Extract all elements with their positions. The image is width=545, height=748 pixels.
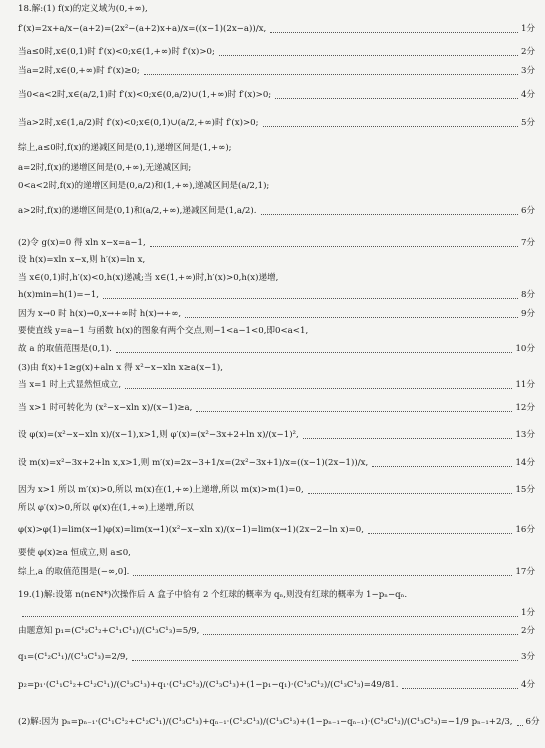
answer-line-text: 因为 x→0 时 h(x)→0,x→+∞时 h(x)→+∞, [18,309,182,319]
leader-dots [22,616,518,617]
answer-line-text: a>2时,f(x)的递增区间是(0,1)和(a/2,+∞),递减区间是(1,a/2). [18,206,257,216]
score-mark: 8分 [520,290,535,300]
answer-line-text: q₁=(C¹₂C¹₁)/(C¹₃C¹₃)=2/9, [18,652,129,662]
answer-line-text: 设 h(x)=xln x−x,则 h′(x)=ln x, [18,255,146,265]
score-mark: 4分 [520,90,535,100]
answer-line-text: h(x)min=h(1)=−1, [18,290,100,300]
leader-dots [517,725,523,726]
answer-line-text: a=2时,f(x)的递增区间是(0,+∞),无递减区间; [18,163,192,173]
score-mark: 12分 [515,403,535,413]
answer-line [18,344,535,355]
answer-line-text: 所以 φ′(x)>0,所以 φ(x)在(1,+∞)上递增,所以 [18,503,194,513]
answer-line [18,430,535,441]
score-mark: 6分 [520,206,535,216]
score-mark: 13分 [515,430,535,440]
answer-line-text: 要使 φ(x)≥a 恒成立,则 a≤0, [18,548,131,558]
answer-line [18,503,535,514]
score-mark: 17分 [515,567,535,577]
answer-line-text: 因为 x>1 所以 m′(x)>0,所以 m(x)在(1,+∞)上递增,所以 m(x)>m(1)=0, [18,485,304,495]
score-mark: 1分 [520,24,535,34]
answer-line [18,485,535,496]
answer-line-text: f′(x)=2x+a/x−(a+2)=(2x²−(a+2)x+a)/x=((x−1)(2x−a))/x, [18,24,267,34]
answer-line-text: 要使直线 y=a−1 与函数 h(x)的图象有两个交点,则−1<a−1<0,即0<a<1, [18,326,309,336]
answer-line [18,163,535,174]
leader-dots [219,55,518,56]
answer-line-text: (2)解:因为 pₙ=pₙ₋₁·(C¹₁C¹₂+C¹₂C¹₁)/(C¹₃C¹₃)+qₙ₋₁·(C¹₂C¹₃)/(C¹₃C¹₃)+(1−pₙ₋₁−qₙ₋₁)·(C¹₃C¹₂)/(C¹₃C¹₃)=−1/9 pₙ₋₁+2/3, [18,717,513,727]
leader-dots [125,388,512,389]
answer-line-text: 19.(1)解:设第 n(n∈N*)次操作后 A 盒子中恰有 2 个红球的概率为 qₙ,则没有红球的概率为 1−pₙ−qₙ. [18,590,408,600]
score-mark: 3分 [520,652,535,662]
answer-line [18,380,535,391]
score-mark: 1分 [520,608,535,618]
score-mark: 10分 [515,344,535,354]
score-mark: 4分 [520,680,535,690]
answer-line [18,181,535,192]
score-mark: 15分 [515,485,535,495]
leader-dots [116,352,513,353]
answer-line-text: 设 m(x)=x²−3x+2+ln x,x>1,则 m′(x)=2x−3+1/x=(2x²−3x+1)/x=((x−1)(2x−1))/x, [18,458,369,468]
score-mark: 6分 [525,717,540,727]
answer-line-text: 设 φ(x)=(x²−x−xln x)/(x−1),x>1,则 φ′(x)=(x²−3x+2+ln x)/(x−1)², [18,430,299,440]
answer-line [18,66,535,77]
answer-line [18,590,535,601]
leader-dots [150,246,518,247]
answer-line [18,273,535,284]
score-mark: 3分 [520,66,535,76]
answer-line-text: 当a>2时,x∈(1,a/2)时 f′(x)<0;x∈(0,1)∪(a/2,+∞)时 f′(x)>0; [18,118,259,128]
answer-line [18,4,535,15]
leader-dots [144,74,518,75]
answer-line-text: p₂=p₁·(C¹₁C¹₂+C¹₂C¹₁)/(C¹₃C¹₃)+q₁·(C¹₂C¹₃)/(C¹₃C¹₃)+(1−p₁−q₁)·(C¹₃C¹₂)/(C¹₃C¹₃)=49/81. [18,680,399,690]
answer-line [18,652,535,663]
leader-dots [372,466,512,467]
answer-line [18,309,535,320]
answer-line [18,403,535,414]
answer-line-text: 当 x=1 时上式显然恒成立, [18,380,122,390]
answer-line [18,626,535,637]
score-mark: 14分 [515,458,535,468]
leader-dots [103,298,518,299]
leader-dots [402,688,518,689]
answer-line [18,255,535,266]
leader-dots [261,214,518,215]
score-mark: 16分 [515,525,535,535]
answer-line-text: φ(x)>φ(1)=lim(x→1)φ(x)=lim(x→1)(x²−x−xln x)/(x−1)=lim(x→1)(2x−2−ln x)=0, [18,525,364,535]
answer-line [18,118,535,129]
answer-line [18,290,535,301]
answer-line-text: 当 x∈(0,1)时,h′(x)<0,h(x)递减;当 x∈(1,+∞)时,h′(x)>0,h(x)递增, [18,273,279,283]
leader-dots [275,98,518,99]
answer-line [18,47,535,58]
score-mark: 2分 [520,47,535,57]
answer-line-text: 综上,a 的取值范围是(−∞,0]. [18,567,130,577]
leader-dots [196,411,512,412]
score-mark: 11分 [515,380,535,390]
leader-dots [270,32,518,33]
leader-dots [203,634,518,635]
answer-line [18,567,535,578]
answer-line [18,458,535,469]
answer-line-text: (3)由 f(x)+1≥g(x)+aln x 得 x²−x−xln x≥a(x−1), [18,363,223,373]
answer-line-text: 综上,a≤0时,f(x)的递减区间是(0,1),递增区间是(1,+∞); [18,143,232,153]
answer-line-text: 0<a<2时,f(x)的递增区间是(0,a/2)和(1,+∞),递减区间是(a/2,1); [18,181,270,191]
score-mark: 7分 [520,238,535,248]
answer-line [18,238,535,249]
answer-line [18,326,535,337]
answer-line [18,717,540,728]
answer-line-text: 当0<a<2时,x∈(a/2,1)时 f′(x)<0;x∈(0,a/2)∪(1,+∞)时 f′(x)>0; [18,90,272,100]
answer-line-text: 当a≤0时,x∈(0,1)时 f′(x)<0;x∈(1,+∞)时 f′(x)>0; [18,47,215,57]
answer-line-text: 当a=2时,x∈(0,+∞)时 f′(x)≥0; [18,66,140,76]
score-mark: 5分 [520,118,535,128]
leader-dots [263,126,518,127]
leader-dots [308,493,513,494]
answer-line [18,90,535,101]
answer-line-text: 故 a 的取值范围是(0,1). [18,344,112,354]
answer-line [18,363,535,374]
leader-dots [303,438,513,439]
answer-line [18,206,535,217]
answer-line-text: 由题意知 p₁=(C¹₂C¹₂+C¹₁C¹₁)/(C¹₃C¹₃)=5/9, [18,626,200,636]
leader-dots [132,660,518,661]
answer-line-text: 18.解:(1) f(x)的定义域为(0,+∞), [18,4,148,14]
answer-line-text: (2)令 g(x)=0 得 xln x−x=a−1, [18,238,146,248]
leader-dots [133,575,512,576]
answer-line [18,24,535,35]
answer-line-text: 当 x>1 时可转化为 (x²−x−xln x)/(x−1)≥a, [18,403,193,413]
score-mark: 9分 [520,309,535,319]
answer-line [18,680,535,691]
leader-dots [185,317,518,318]
answer-line [18,143,535,154]
answer-line [18,548,535,559]
answer-line [18,608,535,619]
score-mark: 2分 [520,626,535,636]
answer-line [18,525,535,536]
leader-dots [368,533,513,534]
